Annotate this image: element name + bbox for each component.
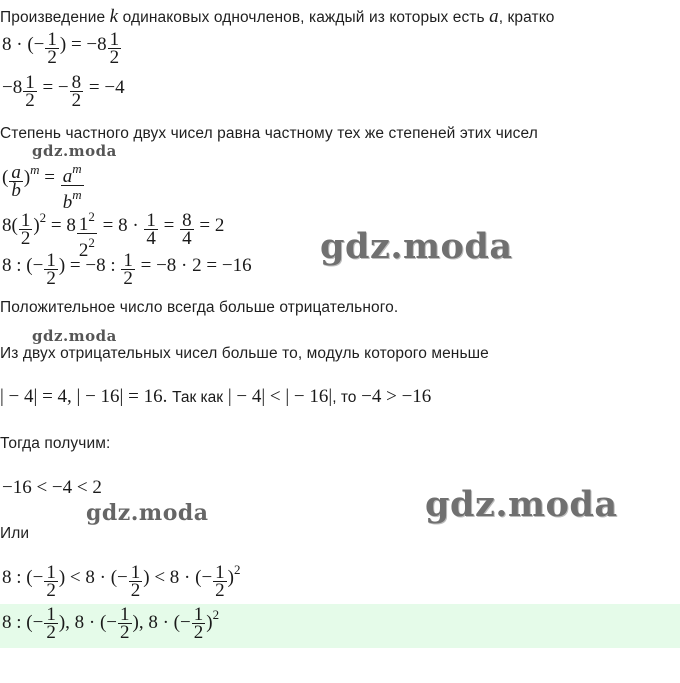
den: [61, 186, 84, 213]
sup: 2: [88, 235, 95, 250]
fraction: [180, 210, 194, 249]
eq8-b: ) < 8 · (−: [58, 567, 128, 588]
num: 1: [46, 604, 56, 625]
den: [77, 234, 97, 261]
equation-9-answer: [2, 606, 219, 641]
eq1-left: 8 · (−: [2, 33, 45, 55]
num: 1: [120, 604, 130, 625]
eq9-d: ): [206, 611, 213, 633]
eq4-d: = 8 ·: [97, 214, 144, 236]
l1-mid: одинаковых одночленов, каждый из которых есть: [122, 9, 485, 26]
text-line-8: Из двух отрицательных чисел больше то, модуль которого меньше: [0, 345, 489, 362]
sup-2: 2: [212, 606, 220, 622]
l9-mid: Так как: [172, 389, 224, 406]
eq9-c: ), 8 · (−: [132, 611, 191, 633]
den: 2: [46, 268, 56, 289]
watermark-large-2: gdz.moda: [425, 484, 618, 525]
equation-3: [2, 160, 85, 213]
fraction: [44, 562, 58, 602]
watermark-small-1: gdz.moda: [32, 142, 117, 160]
sup: m: [72, 187, 82, 202]
den: 2: [130, 580, 141, 602]
b: b: [62, 192, 73, 213]
den: 2: [20, 228, 31, 249]
fraction: [192, 606, 206, 641]
eq3-eq: =: [39, 166, 60, 188]
sup-m: m: [30, 161, 40, 177]
fraction: [144, 210, 158, 249]
fraction: [19, 210, 33, 249]
eq2-a: −8: [2, 76, 23, 98]
fraction: [44, 606, 58, 641]
eq6-c: −4 > −16: [361, 386, 432, 407]
equation-1: [2, 29, 122, 68]
fraction: [129, 562, 143, 602]
den: b: [11, 180, 21, 201]
fraction: [61, 160, 84, 213]
text-line-4: Степень частного двух чисел равна частному тех же степеней этих чисел: [0, 125, 538, 142]
eq6-a: | − 4| = 4, | − 16| = 16.: [0, 386, 168, 407]
equation-2: [2, 72, 125, 111]
num: 8: [182, 210, 192, 231]
equation-6: [0, 386, 431, 408]
equation-5: [2, 250, 252, 289]
d: 2: [78, 240, 89, 261]
sup: m: [72, 161, 82, 176]
num: 1: [25, 72, 35, 93]
num: [77, 208, 97, 233]
eq3-open: (: [2, 166, 9, 188]
sup-2: 2: [234, 562, 241, 577]
den: 2: [71, 90, 82, 111]
num: 1: [130, 562, 141, 584]
den: 2: [46, 580, 56, 602]
eq4-b: ): [33, 214, 40, 236]
den: 4: [146, 228, 156, 249]
fraction: [9, 162, 23, 201]
eq5-a: 8 : (−: [2, 254, 44, 276]
fraction: [23, 72, 37, 111]
text-line-12: Или: [0, 525, 30, 542]
num: 1: [109, 29, 120, 50]
eq5-b: ) = −8 :: [58, 254, 121, 276]
den: 4: [182, 228, 192, 249]
watermark-small-2: gdz.moda: [32, 327, 117, 345]
l1-text: Произведение: [0, 9, 106, 26]
eq9-a: 8 : (−: [2, 611, 44, 633]
l9-to: , то: [332, 389, 357, 406]
den: 2: [123, 268, 133, 289]
num: 1: [123, 250, 133, 271]
eq4-c: = 8: [46, 214, 76, 236]
fraction: [108, 29, 122, 68]
num: [61, 160, 84, 185]
fraction: [44, 250, 58, 289]
eq4-e: =: [158, 214, 180, 236]
fraction: [77, 208, 97, 261]
var-a: a: [489, 6, 499, 27]
n: 1: [78, 214, 89, 235]
l1-end: , кратко: [498, 9, 555, 26]
num: 1: [46, 250, 56, 271]
eq8-c: ) < 8 · (−: [143, 567, 213, 588]
den: 2: [109, 47, 120, 68]
sup-2: 2: [39, 209, 47, 225]
num: 1: [20, 210, 31, 231]
equation-7: −16 < −4 < 2: [2, 477, 102, 498]
den: 2: [46, 622, 56, 643]
text-line-7: Положительное число всегда больше отрицательного.: [0, 299, 399, 316]
eq2-c: = −4: [84, 76, 125, 98]
den: 2: [25, 90, 35, 111]
text-line-1: [0, 6, 554, 28]
sup: 2: [88, 209, 95, 224]
watermark-medium: gdz.moda: [86, 500, 209, 526]
eq6-b: | − 4| < | − 16|: [227, 386, 333, 407]
var-k: k: [109, 6, 119, 27]
eq8-d: ): [227, 567, 234, 588]
eq4-a: 8(: [2, 214, 18, 236]
num: 1: [47, 29, 57, 50]
num: a: [11, 162, 21, 183]
fraction: [213, 562, 227, 602]
eq4-f: = 2: [194, 214, 225, 236]
equation-4: [2, 208, 225, 261]
den: 2: [215, 580, 225, 602]
eq1-right: ) = −8: [59, 33, 107, 55]
text-line-10: Тогда получим:: [0, 435, 111, 452]
fraction: [121, 250, 135, 289]
num: 1: [146, 210, 156, 231]
fraction: [70, 72, 84, 111]
den: 2: [193, 622, 204, 643]
eq8-a: 8 : (−: [2, 567, 44, 588]
num: 1: [215, 562, 225, 584]
num: 1: [46, 562, 56, 584]
fraction: [45, 29, 59, 68]
watermark-large-1: gdz.moda: [320, 226, 513, 267]
a: a: [62, 166, 73, 187]
fraction: [118, 606, 132, 641]
den: 2: [47, 47, 57, 68]
eq3-close: ): [23, 166, 31, 188]
num: 8: [71, 72, 82, 93]
equation-8: [2, 562, 241, 602]
eq9-b: ), 8 · (−: [58, 611, 118, 633]
den: 2: [120, 622, 130, 643]
eq2-b: = −: [37, 76, 69, 98]
eq5-c: = −8 · 2 = −16: [135, 254, 252, 276]
num: 1: [193, 604, 204, 625]
